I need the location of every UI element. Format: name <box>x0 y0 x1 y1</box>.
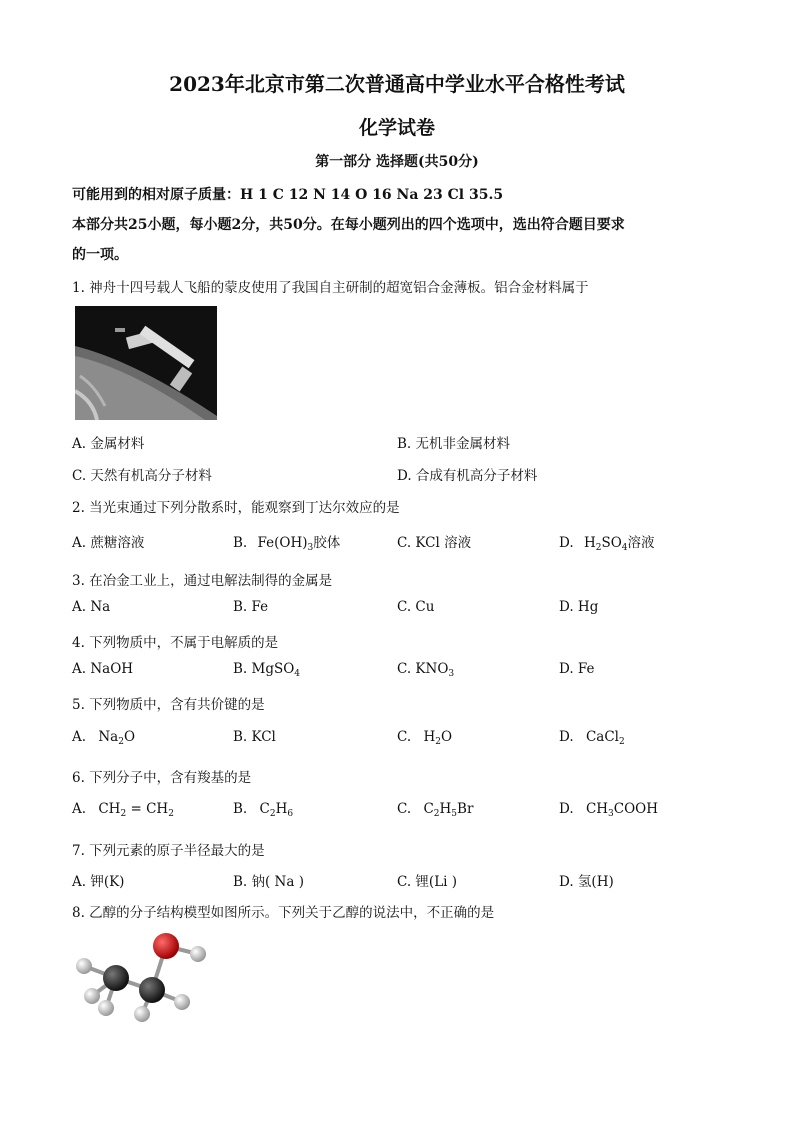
question-7-stem: 7. 下列元素的原子半径最大的是 <box>72 843 265 859</box>
section-heading: 第一部分 选择题(共50分) <box>315 154 479 170</box>
q1-option-b: B. 无机非金属材料 <box>397 436 511 452</box>
instructions-line2: 的一项。 <box>72 247 128 263</box>
spacecraft-image-icon <box>75 306 217 420</box>
q3-option-b: B. Fe <box>233 599 269 615</box>
question-8-stem: 8. 乙醇的分子结构模型如图所示。下列关于乙醇的说法中，不正确的是 <box>72 905 495 921</box>
q4-option-c: C. $KNO_3$ <box>397 661 455 679</box>
q7-option-b: B. 钠( Na ) <box>233 874 304 890</box>
q5-option-d: D. CaCl$_2$ <box>559 729 625 747</box>
exam-title: 2023年北京市第二次普通高中学业水平合格性考试 <box>169 72 625 96</box>
q3-option-a: A. Na <box>72 599 111 615</box>
q7-option-a: A. 钾(K) <box>72 874 125 890</box>
question-6-stem: 6. 下列分子中，含有羧基的是 <box>72 770 252 786</box>
paper-subtitle: 化学试卷 <box>358 117 435 139</box>
q6-option-b: B. $C_2H_6$ <box>233 801 294 819</box>
ball-and-stick-molecule-icon <box>70 928 210 1023</box>
question-1-stem: 1. 神舟十四号载人飞船的蒙皮使用了我国自主研制的超宽铝合金薄板。铝合金材料属于 <box>72 280 589 296</box>
q3-option-d: D. Hg <box>559 599 599 615</box>
q2-option-b: B. $Fe(OH)_3$胶体 <box>233 535 341 553</box>
q1-option-a: A. 金属材料 <box>72 436 145 452</box>
q1-option-c: C. 天然有机高分子材料 <box>72 468 212 484</box>
q2-option-a: A. 蔗糖溶液 <box>72 535 145 551</box>
q4-option-a: A. NaOH <box>72 661 134 677</box>
spacecraft-photo <box>75 306 217 420</box>
q3-option-c: C. Cu <box>397 599 435 615</box>
q2-option-d: D. $H_2SO_4$溶液 <box>559 535 655 553</box>
atomic-masses: 可能用到的相对原子质量：H 1 C 12 N 14 O 16 Na 23 Cl 35.5 <box>72 187 504 203</box>
q6-option-a: A. $CH_2 = CH_2$ <box>72 801 174 819</box>
q6-option-c: C. $C_2H_5Br$ <box>397 801 474 819</box>
q7-option-d: D. 氢(H) <box>559 874 614 890</box>
q5-option-b: B. KCl <box>233 729 276 745</box>
question-2-stem: 2. 当光束通过下列分散系时，能观察到丁达尔效应的是 <box>72 500 400 516</box>
q4-option-d: D. Fe <box>559 661 595 677</box>
q5-option-c: C. $H_2O$ <box>397 729 453 747</box>
q5-option-a: A. $Na_2O$ <box>72 729 136 747</box>
q4-option-b: B. MgSO$_4$ <box>233 661 301 679</box>
question-5-stem: 5. 下列物质中，含有共价键的是 <box>72 697 265 713</box>
question-4-stem: 4. 下列物质中，不属于电解质的是 <box>72 635 279 651</box>
q2-option-c: C. KCl 溶液 <box>397 535 472 551</box>
instructions-line1: 本部分共25小题，每小题2分，共50分。在每小题列出的四个选项中，选出符合题目要求 <box>72 217 625 233</box>
q7-option-c: C. 锂(Li ) <box>397 874 458 890</box>
q1-option-d: D. 合成有机高分子材料 <box>397 468 538 484</box>
question-3-stem: 3. 在冶金工业上，通过电解法制得的金属是 <box>72 573 333 589</box>
q6-option-d: D. $CH_3COOH$ <box>559 801 659 819</box>
ethanol-model <box>70 928 210 1023</box>
